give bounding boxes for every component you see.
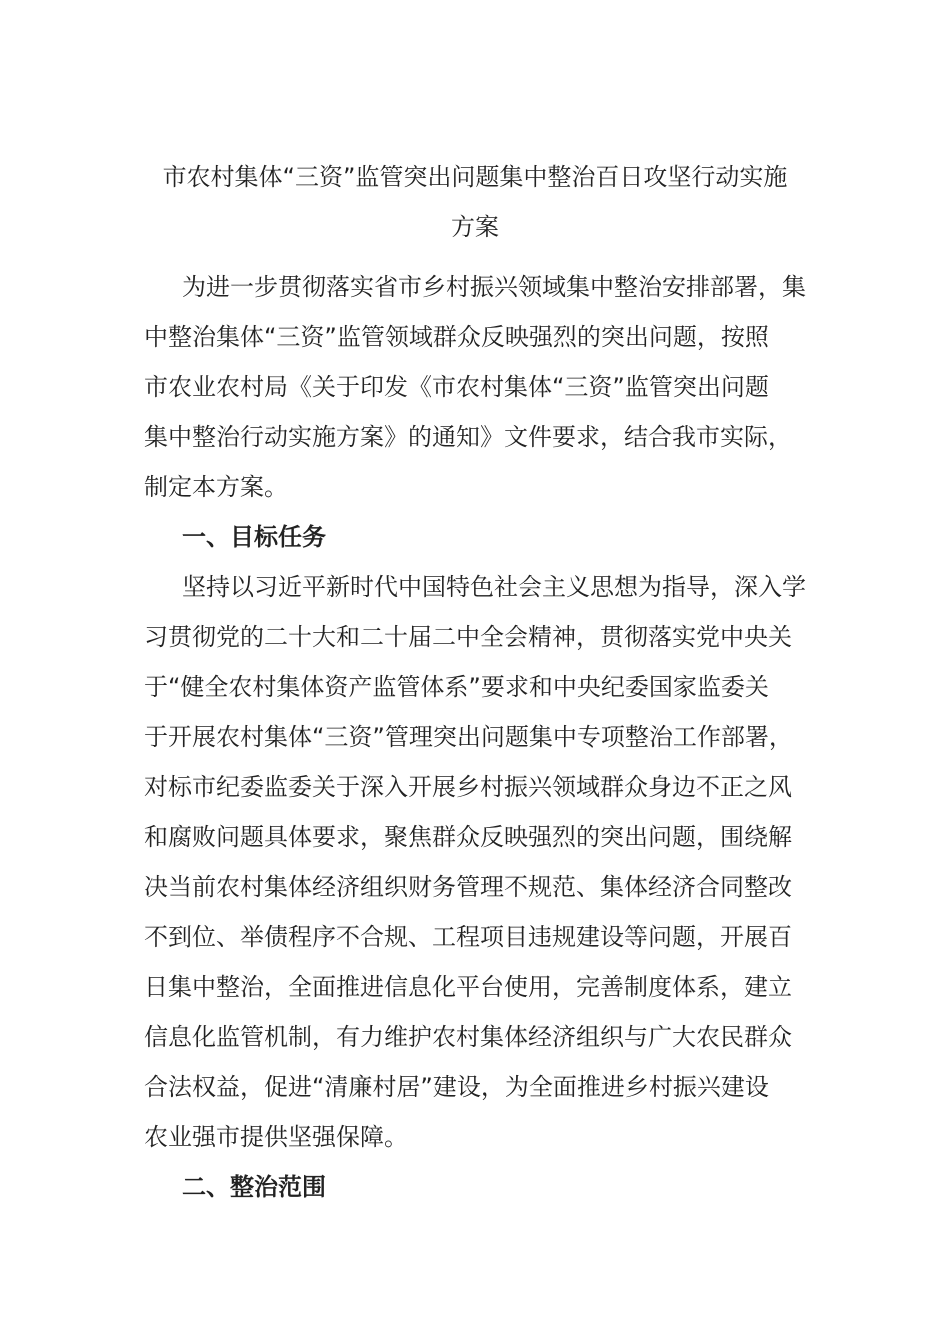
intro-paragraph <box>144 262 806 512</box>
section-1-line-9: 日集中整治，全面推进信息化平台使用，完善制度体系，建立 <box>144 973 792 1001</box>
section-1-line-7: 决当前农村集体经济组织财务管理不规范、集体经济合同整改 <box>144 873 792 901</box>
document-body <box>144 262 806 1212</box>
intro-line-4: 集中整治行动实施方案》的通知》文件要求，结合我市实际， <box>144 423 792 451</box>
section-2-heading: 二、整治范围 <box>182 1173 326 1201</box>
section-1-line-12: 农业强市提供坚强保障。 <box>144 1123 408 1151</box>
title-line-1: 市农村集体“三资”监管突出问题集中整治百日攻坚行动实施 <box>162 163 788 191</box>
intro-line-5: 制定本方案。 <box>144 473 288 501</box>
intro-line-2: 中整治集体“三资”监管领域群众反映强烈的突出问题，按照 <box>144 323 769 351</box>
title-line-2: 方案 <box>451 213 499 241</box>
section-1-line-3: 于“健全农村集体资产监管体系”要求和中央纪委国家监委关 <box>144 673 769 701</box>
section-1-line-8: 不到位、举债程序不合规、工程项目违规建设等问题，开展百 <box>144 923 792 951</box>
section-1-line-4: 于开展农村集体“三资”管理突出问题集中专项整治工作部署， <box>144 723 793 751</box>
section-1-paragraph <box>144 562 806 1162</box>
section-1-line-10: 信息化监管机制，有力维护农村集体经济组织与广大农民群众 <box>144 1023 792 1051</box>
section-1-line-6: 和腐败问题具体要求，聚焦群众反映强烈的突出问题，围绕解 <box>144 823 792 851</box>
section-1-line-5: 对标市纪委监委关于深入开展乡村振兴领域群众身边不正之风 <box>144 773 792 801</box>
document-title <box>144 152 806 252</box>
section-1-heading: 一、目标任务 <box>182 523 326 551</box>
section-1-line-11: 合法权益，促进“清廉村居”建设，为全面推进乡村振兴建设 <box>144 1073 769 1101</box>
intro-line-3: 市农业农村局《关于印发《市农村集体“三资”监管突出问题 <box>144 373 769 401</box>
intro-line-1: 为进一步贯彻落实省市乡村振兴领域集中整治安排部署，集 <box>182 273 806 301</box>
section-1-line-2: 习贯彻党的二十大和二十届二中全会精神，贯彻落实党中央关 <box>144 623 792 651</box>
section-1-line-1: 坚持以习近平新时代中国特色社会主义思想为指导，深入学 <box>182 573 806 601</box>
